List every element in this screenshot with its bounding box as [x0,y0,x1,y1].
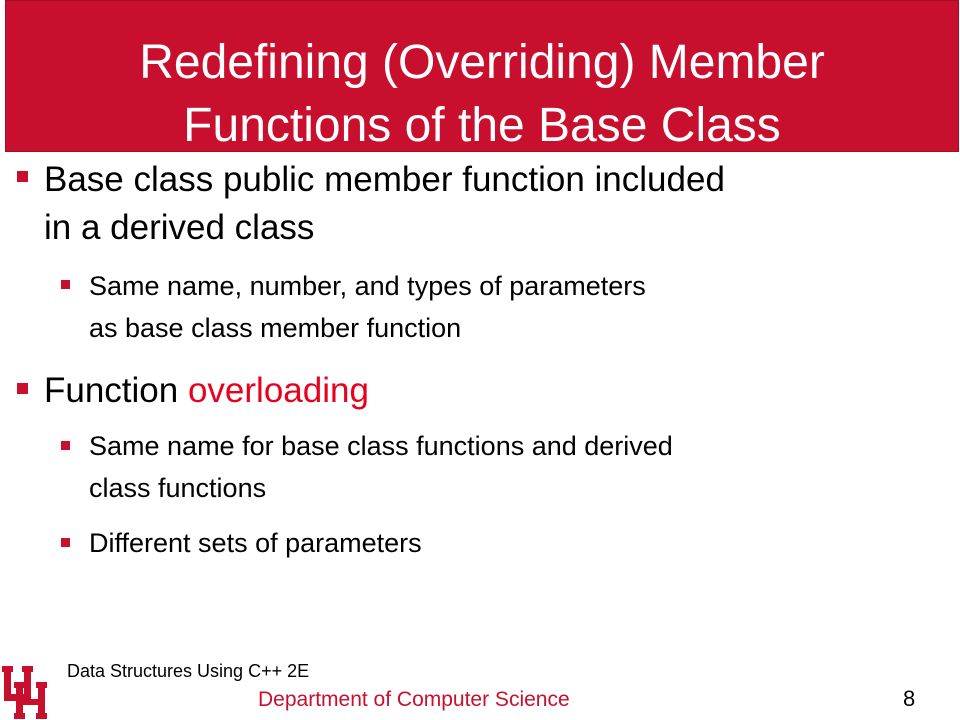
subbullet-marker [61,538,70,547]
bullet-marker [17,171,28,182]
slide-title-line-1: Redefining (Overriding) Member [139,36,825,89]
bullet-marker [17,383,28,394]
footer-course-title: Data Structures Using C++ 2E [67,661,310,681]
bullet-2-line-1 [44,367,369,415]
subbullet-2-2-line-1: Different sets of parameters [89,528,422,558]
slide-title-line-2: Functions of the Base Class [183,99,781,152]
subbullet-2-1-line-1: Same name for base class functions and derived [89,431,673,461]
page-number: 8 [903,686,916,711]
subbullet-marker [61,280,70,289]
bullet-2-highlight: overloading [187,371,369,410]
subbullet-1-1-line-2: as base class member function [89,313,462,343]
slide-title-bar [5,0,959,152]
uh-logo-icon [0,662,50,720]
footer-department: Department of Computer Science [258,688,570,711]
subbullet-2-1-line-2: class functions [89,473,267,503]
subbullet-marker [61,441,70,450]
bullet-1-line-1: Base class public member function included [44,160,725,199]
bullet-1-line-2: in a derived class [44,208,315,247]
subbullet-1-1-line-1: Same name, number, and types of parameters [89,271,646,301]
bullet-2-text: Function [44,371,188,410]
